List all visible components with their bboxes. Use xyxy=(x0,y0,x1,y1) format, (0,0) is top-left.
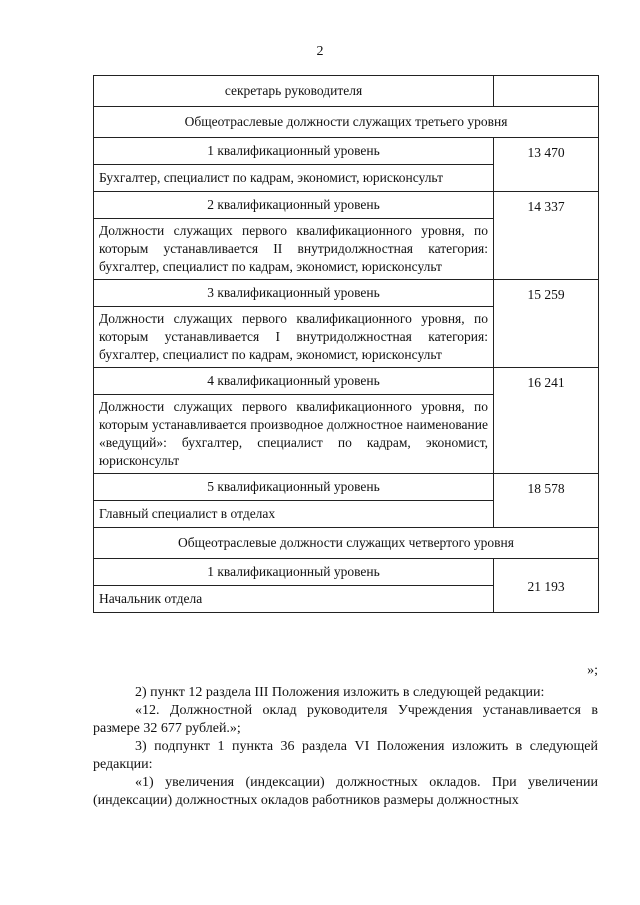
paragraph: 2) пункт 12 раздела III Положения изложить в следующей редакции: xyxy=(135,685,545,700)
position-cell: секретарь руководителя xyxy=(94,76,494,107)
table-row-level xyxy=(94,192,599,219)
positions-cell: Бухгалтер, специалист по кадрам, экономист, юрисконсульт xyxy=(94,165,494,192)
level-cell: 1 квалификационный уровень xyxy=(94,138,494,165)
level-cell: 1 квалификационный уровень xyxy=(94,559,494,586)
positions-cell: Должности служащих первого квалификационного уровня, по которым устанавливается I внутридолжностная категория: бухгалтер, специалист по кадрам, экономист, юрисконсульт xyxy=(94,307,494,368)
table-row-section xyxy=(94,528,599,559)
salary-amount: 15 259 xyxy=(494,280,599,368)
salary-amount: 16 241 xyxy=(494,368,599,474)
body-text xyxy=(93,684,598,810)
table-row-level xyxy=(94,559,599,586)
salary-amount: 21 193 xyxy=(494,559,599,613)
table-row-level xyxy=(94,474,599,501)
level-cell: 3 квалификационный уровень xyxy=(94,280,494,307)
paragraph: 3) подпункт 1 пункта 36 раздела VI Положения изложить в следующей редакции: xyxy=(93,739,598,772)
section-header: Общеотраслевые должности служащих четвертого уровня xyxy=(94,528,599,559)
positions-cell: Главный специалист в отделах xyxy=(94,501,494,528)
level-cell: 2 квалификационный уровень xyxy=(94,192,494,219)
salary-amount: 14 337 xyxy=(494,192,599,280)
positions-cell: Начальник отдела xyxy=(94,586,494,613)
salary-amount: 18 578 xyxy=(494,474,599,528)
table-row-level xyxy=(94,138,599,165)
positions-cell: Должности служащих первого квалификационного уровня, по которым устанавливается II внутридолжностная категория: бухгалтер, специалист по кадрам, экономист, юрисконсульт xyxy=(94,219,494,280)
level-cell: 5 квалификационный уровень xyxy=(94,474,494,501)
empty-cell xyxy=(494,76,599,107)
table-row xyxy=(94,76,599,107)
salary-amount: 13 470 xyxy=(494,138,599,192)
positions-cell: Должности служащих первого квалификационного уровня, по которым устанавливается производное должностное наименование «ведущий»: бухгалтер, специалист по кадрам, экономист, юрисконсульт xyxy=(94,395,494,474)
table-row-section xyxy=(94,107,599,138)
table-row-level xyxy=(94,368,599,395)
table-row-level xyxy=(94,280,599,307)
page-number: 2 xyxy=(316,44,324,59)
quote-end: »; xyxy=(587,663,598,678)
level-cell: 4 квалификационный уровень xyxy=(94,368,494,395)
section-header: Общеотраслевые должности служащих третьего уровня xyxy=(94,107,599,138)
paragraph: «1) увеличения (индексации) должностных окладов. При увеличении (индексации) должностных окладов работников размеры должностных xyxy=(93,775,598,808)
paragraph: «12. Должностной оклад руководителя Учреждения устанавливается в размере 32 677 рублей.»; xyxy=(93,703,598,736)
salary-table xyxy=(93,75,599,613)
